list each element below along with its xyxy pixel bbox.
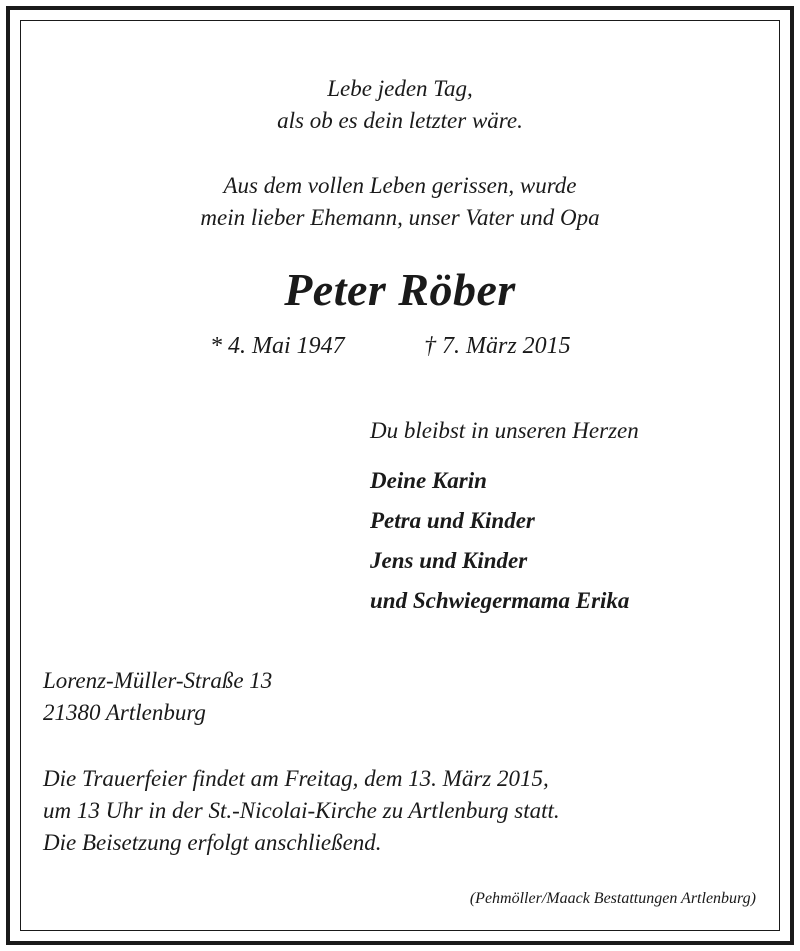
intro-line: mein lieber Ehemann, unser Vater und Opa xyxy=(200,205,600,230)
service-info xyxy=(43,763,560,859)
motto-line: Lebe jeden Tag, xyxy=(327,76,473,101)
motto-line: als ob es dein letzter wäre. xyxy=(277,108,523,133)
intro-line: Aus dem vollen Leben gerissen, wurde xyxy=(223,173,577,198)
mourner: und Schwiegermama Erika xyxy=(370,588,630,613)
mourner: Deine Karin xyxy=(370,468,487,493)
address-line: Lorenz-Müller-Straße 13 xyxy=(43,668,273,693)
service-line: Die Beisetzung erfolgt anschließend. xyxy=(43,830,382,855)
farewell-text: Du bleibst in unseren Herzen xyxy=(370,418,639,443)
mourner: Jens und Kinder xyxy=(370,548,528,573)
address xyxy=(43,665,272,729)
deceased-name: Peter Röber xyxy=(284,264,516,315)
service-line: Die Trauerfeier findet am Freitag, dem 13. März 2015, xyxy=(43,766,549,791)
birth-date: * 4. Mai 1947 xyxy=(210,333,345,359)
motto xyxy=(0,73,800,137)
mourner: Petra und Kinder xyxy=(370,508,535,533)
mourners-list xyxy=(370,461,629,621)
intro-text xyxy=(0,170,800,234)
address-line: 21380 Artlenburg xyxy=(43,700,206,725)
undertaker-credit: (Pehmöller/Maack Bestattungen Artlenburg) xyxy=(469,890,756,907)
death-date: † 7. März 2015 xyxy=(424,333,571,359)
service-line: um 13 Uhr in der St.-Nicolai-Kirche zu Artlenburg statt. xyxy=(43,798,560,823)
